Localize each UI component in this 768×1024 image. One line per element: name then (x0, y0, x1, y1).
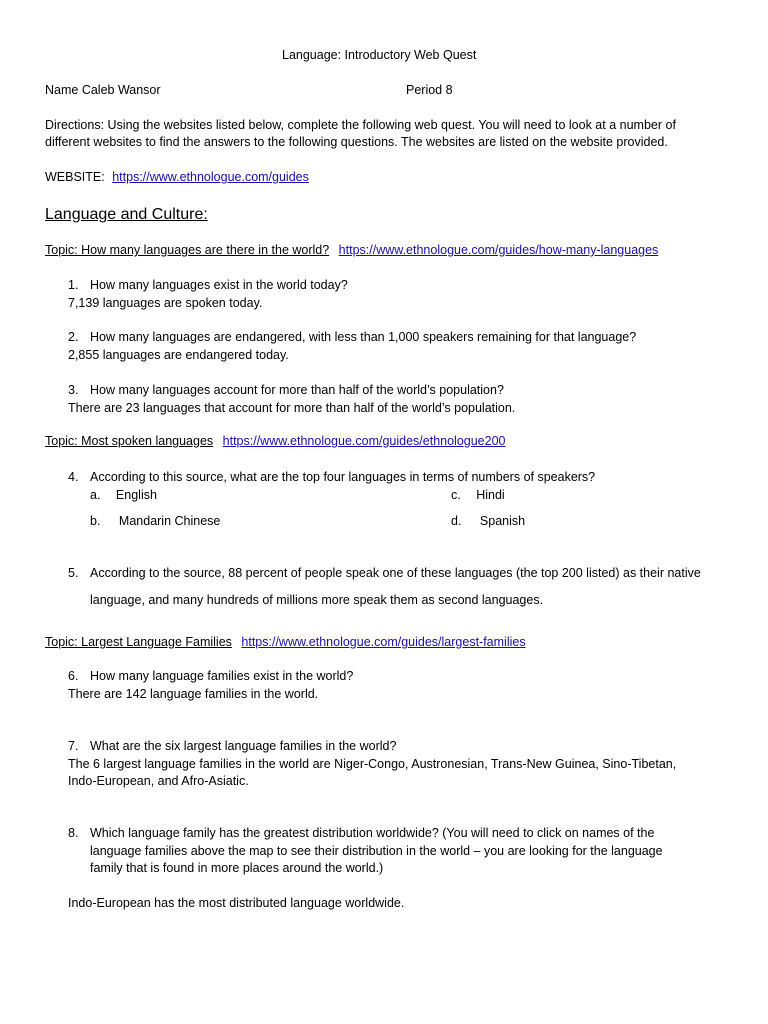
question-7-answer-line-2: Indo-European, and Afro-Asiatic. (68, 774, 249, 788)
question-7-text: What are the six largest language families in the world? (90, 739, 397, 753)
topic-1-label: Topic: How many languages are there in the world? (45, 243, 330, 257)
topic-3-link[interactable]: https://www.ethnologue.com/guides/largest-families (241, 635, 526, 649)
question-5-number: 5. (68, 566, 79, 580)
question-6-answer: There are 142 language families in the world. (68, 687, 319, 701)
topic-3-label: Topic: Largest Language Families (45, 635, 232, 649)
question-8-line-1: Which language family has the greatest distribution worldwide? (You will need to click on names of the (90, 826, 655, 840)
question-3-number: 3. (68, 383, 79, 397)
question-2-text: How many languages are endangered, with less than 1,000 speakers remaining for that language? (90, 330, 637, 344)
topic-2-label: Topic: Most spoken languages (45, 434, 214, 448)
question-5-line-1: According to the source, 88 percent of people speak one of these languages (the top 200 listed) as their native (90, 566, 701, 580)
class-period: Period 8 (406, 83, 453, 97)
question-1-text: How many languages exist in the world today? (90, 278, 348, 292)
option-c-text: Hindi (476, 488, 505, 502)
student-name: Name Caleb Wansor (45, 83, 161, 97)
question-8-answer: Indo-European has the most distributed language worldwide. (68, 896, 405, 910)
website-link[interactable]: https://www.ethnologue.com/guides (112, 170, 309, 184)
question-4-number: 4. (68, 470, 79, 484)
option-d-text: Spanish (479, 514, 526, 528)
option-b-mark: b. (90, 514, 101, 528)
option-a-mark: a. (90, 488, 101, 502)
page-title: Language: Introductory Web Quest (282, 48, 477, 62)
question-6-text: How many language families exist in the world? (90, 669, 354, 683)
question-5-line-2: language, and many hundreds of millions more speak them as second languages. (90, 593, 544, 607)
question-8-number: 8. (68, 826, 79, 840)
question-1-number: 1. (68, 278, 79, 292)
topic-1-link[interactable]: https://www.ethnologue.com/guides/how-many-languages (338, 243, 659, 257)
question-2-answer: 2,855 languages are endangered today. (68, 348, 289, 362)
option-a-text: English (115, 488, 157, 502)
topic-3 (45, 635, 526, 650)
website-line (45, 170, 309, 185)
topic-1 (45, 243, 658, 258)
option-c (451, 488, 505, 503)
question-6-number: 6. (68, 669, 79, 683)
website-label: WEBSITE: (45, 170, 105, 184)
question-1-answer: 7,139 languages are spoken today. (68, 296, 263, 310)
topic-2 (45, 434, 506, 449)
question-7-number: 7. (68, 739, 79, 753)
option-d-mark: d. (451, 514, 462, 528)
question-3-text: How many languages account for more than half of the world’s population? (90, 383, 504, 397)
question-7-answer-line-1: The 6 largest language families in the world are Niger-Congo, Austronesian, Trans-New Guinea, Sino-Tibetan, (68, 757, 677, 771)
question-3-answer: There are 23 languages that account for more than half of the world’s population. (68, 401, 516, 415)
section-title: Language and Culture: (45, 206, 208, 223)
option-d (451, 514, 525, 529)
question-4-text: According to this source, what are the top four languages in terms of numbers of speakers? (90, 470, 596, 484)
topic-2-link[interactable]: https://www.ethnologue.com/guides/ethnologue200 (222, 434, 506, 448)
directions-line-2: different websites to find the answers to the following questions. The websites are listed on the website provided. (45, 135, 668, 149)
question-8-line-3: family that is found in more places around the world.) (90, 861, 384, 875)
directions-line-1: Directions: Using the websites listed below, complete the following web quest. You will need to look at a number of (45, 118, 676, 132)
option-c-mark: c. (451, 488, 461, 502)
question-2-number: 2. (68, 330, 79, 344)
option-a (90, 488, 157, 503)
option-b-text: Mandarin Chinese (118, 514, 221, 528)
question-8-line-2: language families above the map to see their distribution in the world – you are looking for the language (90, 844, 663, 858)
option-b (90, 514, 220, 529)
